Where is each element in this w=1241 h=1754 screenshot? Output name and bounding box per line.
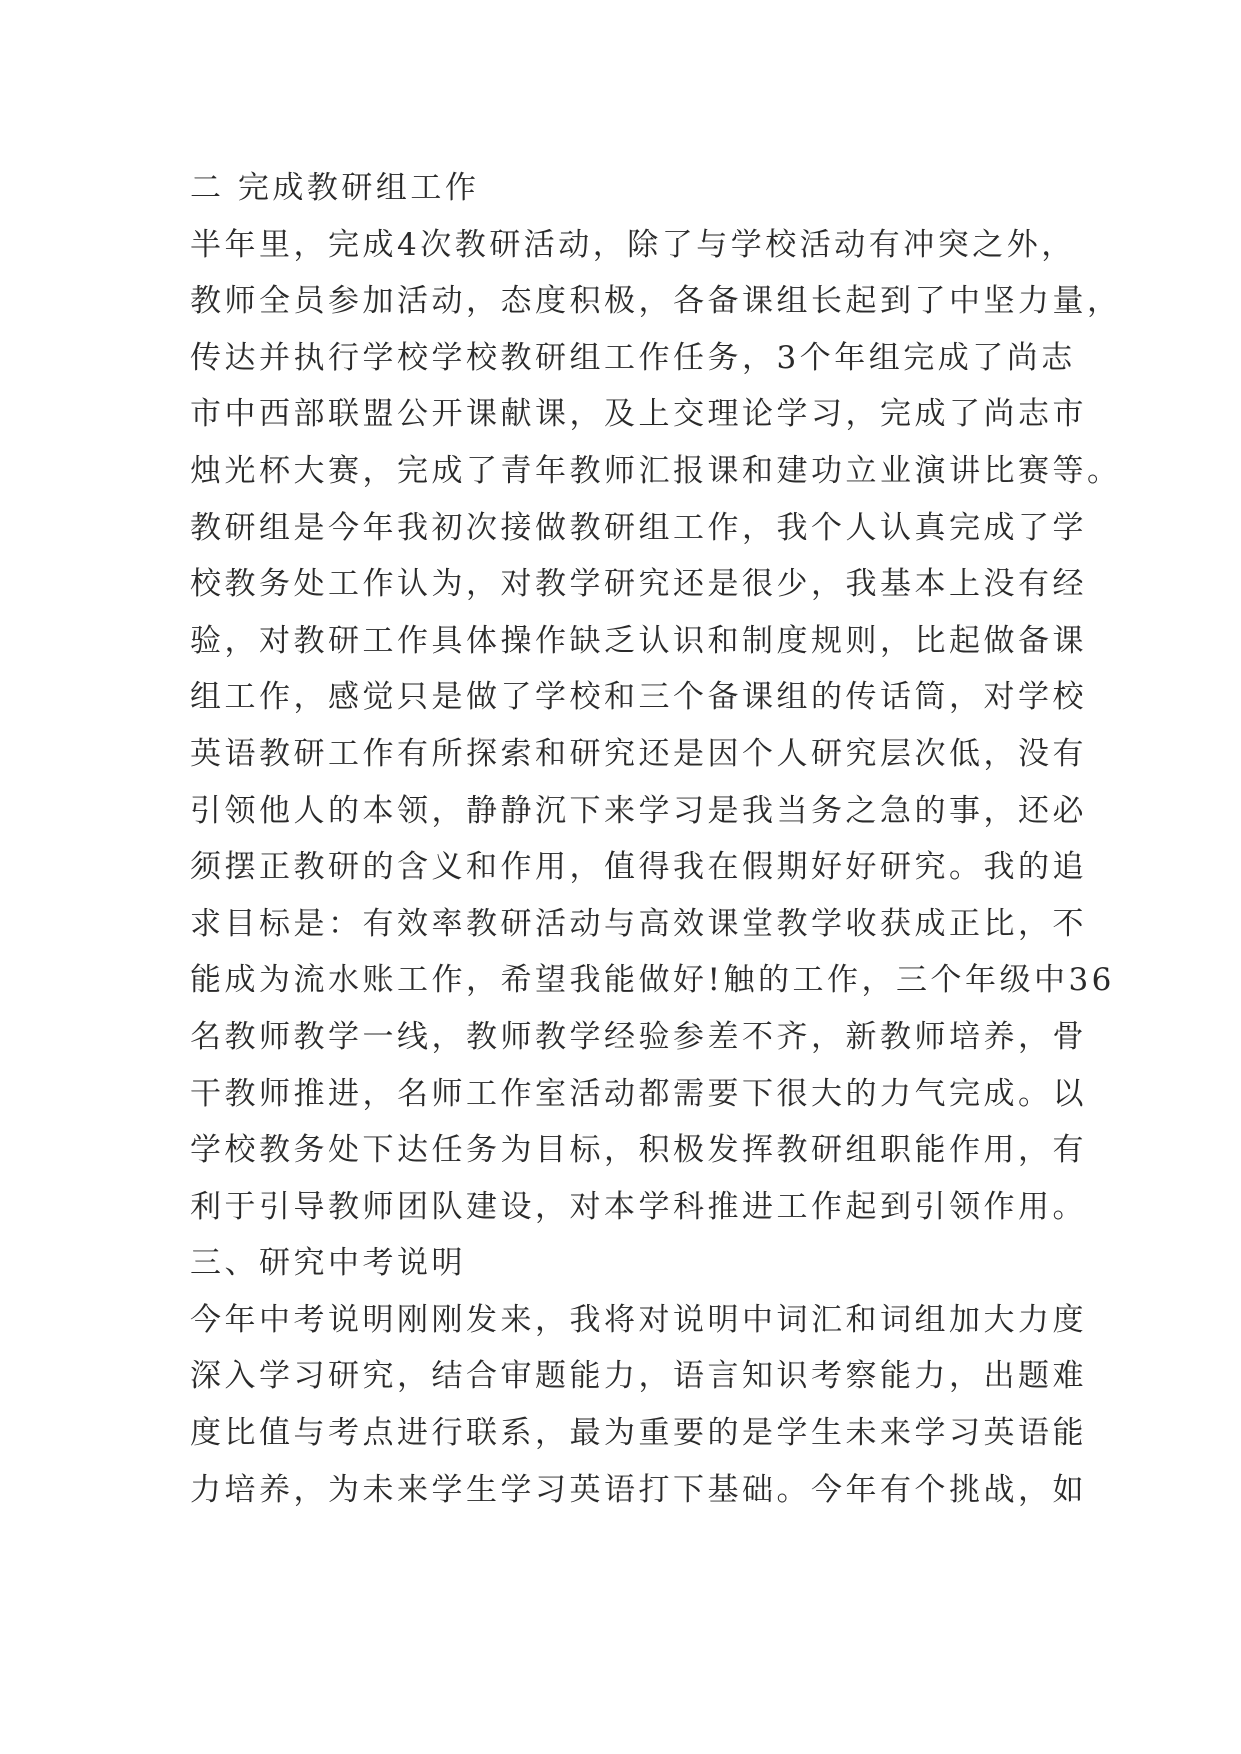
paragraph-line: 干教师推进，名师工作室活动都需要下很大的力气完成。以 bbox=[190, 1075, 1087, 1112]
paragraph-line: 烛光杯大赛，完成了青年教师汇报课和建功立业演讲比赛等。 bbox=[190, 452, 1122, 489]
paragraph-line: 度比值与考点进行联系，最为重要的是学生未来学习英语能 bbox=[190, 1415, 1087, 1452]
paragraph-line: 能成为流水账工作，希望我能做好!触的工作，三个年级中36 bbox=[190, 962, 1115, 999]
paragraph-line: 教研组是今年我初次接做教研组工作，我个人认真完成了学 bbox=[190, 509, 1087, 546]
paragraph-line: 利于引导教师团队建设，对本学科推进工作起到引领作用。 bbox=[190, 1188, 1087, 1225]
paragraph-line: 英语教研工作有所探索和研究还是因个人研究层次低，没有 bbox=[190, 735, 1087, 772]
paragraph-line: 组工作，感觉只是做了学校和三个备课组的传话筒，对学校 bbox=[190, 679, 1087, 716]
paragraph-line: 市中西部联盟公开课献课，及上交理论学习，完成了尚志市 bbox=[190, 396, 1087, 433]
paragraph-line: 力培养，为未来学生学习英语打下基础。今年有个挑战，如 bbox=[190, 1471, 1087, 1508]
paragraph-line: 教师全员参加活动，态度积极，各备课组长起到了中坚力量， bbox=[190, 283, 1122, 320]
paragraph-line: 名教师教学一线，教师教学经验参差不齐，新教师培养，骨 bbox=[190, 1018, 1087, 1055]
paragraph-line: 深入学习研究，结合审题能力，语言知识考察能力，出题难 bbox=[190, 1358, 1087, 1395]
paragraph-line: 今年中考说明刚刚发来，我将对说明中词汇和词组加大力度 bbox=[190, 1301, 1087, 1338]
paragraph-line: 引领他人的本领，静静沉下来学习是我当务之急的事，还必 bbox=[190, 792, 1087, 829]
paragraph-line: 求目标是：有效率教研活动与高效课堂教学收获成正比，不 bbox=[190, 905, 1087, 942]
section-heading: 二 完成教研组工作 bbox=[190, 170, 480, 206]
document-body bbox=[190, 160, 1122, 1518]
paragraph-line: 验，对教研工作具体操作缺乏认识和制度规则，比起做备课 bbox=[190, 622, 1087, 659]
paragraph-line: 传达并执行学校学校教研组工作任务，3个年组完成了尚志 bbox=[190, 339, 1076, 376]
paragraph-line: 须摆正教研的含义和作用，值得我在假期好好研究。我的追 bbox=[190, 849, 1087, 886]
paragraph-line: 学校教务处下达任务为目标，积极发挥教研组职能作用，有 bbox=[190, 1132, 1087, 1169]
paragraph-line: 校教务处工作认为，对教学研究还是很少，我基本上没有经 bbox=[190, 566, 1087, 603]
section-heading: 三、研究中考说明 bbox=[190, 1245, 466, 1282]
paragraph-line: 半年里，完成4次教研活动，除了与学校活动有冲突之外， bbox=[190, 226, 1076, 263]
